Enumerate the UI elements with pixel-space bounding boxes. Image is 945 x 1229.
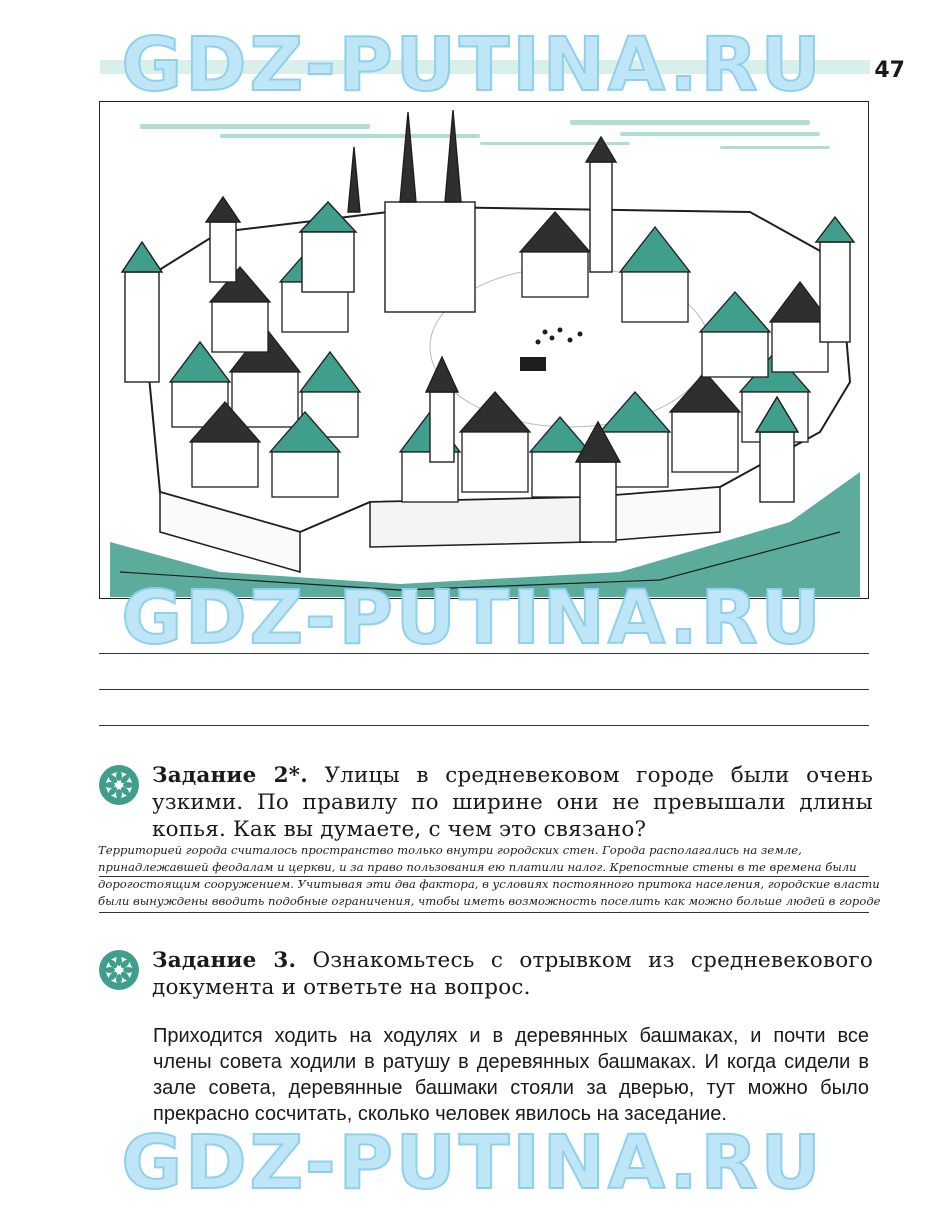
task-3-question: Ознакомьтесь с отрывком из средневекового документа и ответьте на вопрос. — [152, 948, 873, 1000]
task-3 — [98, 947, 873, 1001]
watermark-bottom: GDZ-PUTINA.RU — [121, 1120, 824, 1206]
page-number: 47 — [874, 58, 905, 83]
task-2-title: Задание 2*. — [152, 763, 308, 788]
header-stripe — [100, 60, 870, 74]
answer-text-line: дорогостоящим сооружением. Учитывая эти два фактора, в условиях постоянного притока населения, городские власти — [98, 877, 880, 891]
town-drawing — [100, 102, 867, 597]
watermark-middle: GDZ-PUTINA.RU — [121, 575, 824, 661]
task-2 — [98, 762, 873, 843]
task-flower-icon — [98, 949, 140, 991]
task-2-answer — [98, 842, 881, 910]
sky-strokes — [140, 120, 830, 149]
task-2-question: Улицы в средневековом городе были очень узкими. По правилу по ширине они не превышали длины копья. Как вы думаете, с чем это связано? — [152, 763, 873, 842]
task-3-title: Задание 3. — [152, 948, 297, 973]
answer-line[interactable] — [99, 689, 869, 690]
document-excerpt: Приходится ходить на ходулях и в деревянных башмаках, и почти все члены совета ходили в ратушу в деревянных башмаках. И когда сидели в зале совета, деревянные башмаки стояли за дверью, тут можно было прекрасно сосчитать, сколько человек явилось на заседание. — [153, 1025, 869, 1125]
task-3-text — [152, 947, 873, 1001]
answer-line[interactable] — [99, 912, 869, 913]
answer-text-line: Территорией города считалось пространство только внутри городских стен. Города располагались на земле, — [98, 843, 802, 857]
answer-line[interactable] — [99, 725, 869, 726]
answer-line[interactable] — [99, 653, 869, 654]
answer-text-line: принадлежавшей феодалам и церкви, и за право пользования ею платили налог. Крепостные стены в те времена были — [98, 860, 857, 874]
task-flower-icon — [98, 764, 140, 806]
task-2-text — [152, 762, 873, 843]
watermark-top: GDZ-PUTINA.RU — [121, 22, 824, 108]
medieval-town-illustration — [99, 101, 869, 599]
answer-text-line: были вынуждены вводить подобные ограничения, чтобы иметь возможность поселить как можно больше людей в городе — [98, 894, 881, 908]
cathedral — [300, 110, 475, 312]
